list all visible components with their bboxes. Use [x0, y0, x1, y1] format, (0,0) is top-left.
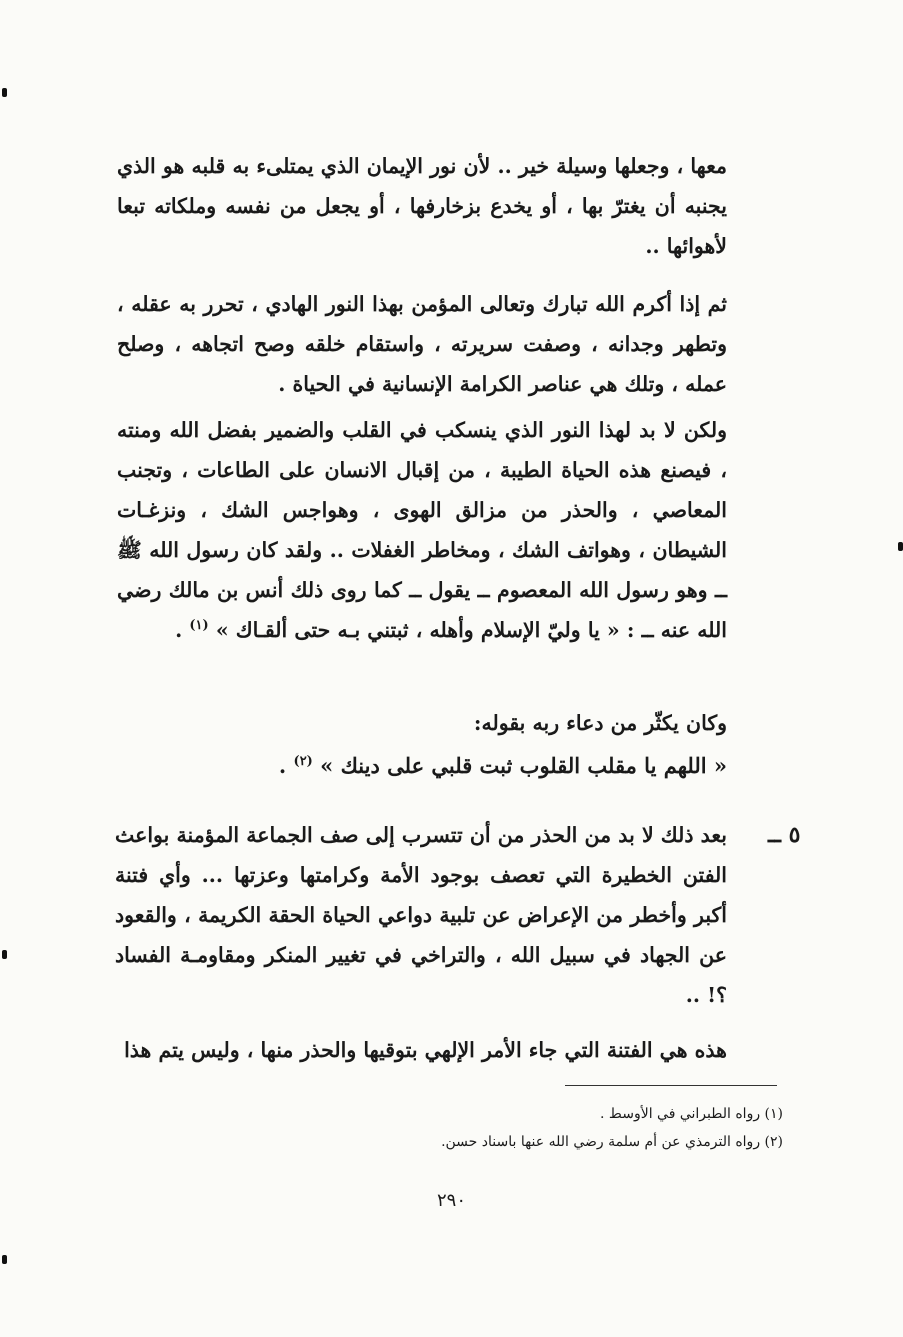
paragraph-1: [117, 146, 727, 266]
paragraph-2-text: ثم إذا أكرم الله تبارك وتعالى المؤمن بهذا النور الهادي ، تحرر به عقله ، وتطهر وجدانه ، وصفت سريرته ، واستقام خلقه وصح اتجاهه ، وصلح عمله ، وتلك هي عناصر الكرامة الإنسانية في الحياة .: [117, 292, 727, 396]
footnote-ref-1: (١): [189, 618, 209, 634]
page-number: ٢٩٠: [436, 1190, 466, 1211]
paragraph-3-body: ولكن لا بد لهذا النور الذي ينسكب في القلب والضمير بفضل الله ومنته ، فيصنع هذه الحياة الطيبة ، من إقبال الانسان على الطاعات ، وتجنب المعاصي ، والحذر من مزالق الهوى ، وهواجس الشك ، ونزغـات الشيطان ، وهواتف الشك ، ومخاطر الغفلات .. ولقد كان رسول الله ﷺ ــ وهو رسول الله المعصوم ــ يقول ــ كما روى ذلك أنس بن مالك رضي الله عنه ــ : « يا وليّ الإسلام وأهله ، ثبتني بـه حتى ألقـاك »: [117, 418, 727, 642]
scan-mark: [2, 1255, 7, 1264]
paragraph-6-text: بعد ذلك لا بد من الحذر من أن تتسرب إلى صف الجماعة المؤمنة بواعث الفتن الخطيرة التي تعصف بوجود الأمة وكرامتها وعزتها ... وأي فتنة أكبر وأخطر من الإعراض عن تلبية دواعي الحياة الحقة الكريمة ، والقعود عن الجهاد في سبيل الله ، والتراخي في تغيير المنكر ومقاومـة الفساد ؟! ..: [115, 823, 727, 1007]
paragraph-6: [115, 815, 727, 1015]
paragraph-7: [117, 1030, 727, 1070]
footnote-ref-2: (٢): [293, 754, 313, 769]
footnote-divider: [565, 1085, 777, 1086]
supplication-quote: [117, 746, 727, 786]
footnote-2: (٢) رواه الترمذي عن أم سلمة رضي الله عنها باسناد حسن.: [441, 1134, 783, 1150]
item-number: ٥ ــ: [768, 822, 801, 848]
scan-mark: [2, 950, 7, 959]
paragraph-1-text: معها ، وجعلها وسيلة خير .. لأن نور الإيمان الذي يمتلىء به قلبه هو الذي يجنبه أن يغترّ بها ، أو يخدع بزخارفها ، أو يجعل من نفسه وملكاته تبعا لأهوائها ..: [117, 154, 727, 258]
supplication-body: « اللهم يا مقلب القلوب ثبت قلبي على دينك »: [320, 753, 727, 778]
supplication-text: « اللهم يا مقلب القلوب ثبت قلبي على دينك » $^{(٢)}$ .: [278, 753, 727, 778]
scan-mark: [2, 88, 7, 97]
paragraph-3: [117, 410, 727, 650]
paragraph-7-text: هذه هي الفتنة التي جاء الأمر الإلهي بتوقيها والحذر منها ، وليس يتم هذا: [124, 1038, 727, 1062]
paragraph-3-text: ولكن لا بد لهذا النور الذي ينسكب في القلب والضمير بفضل الله ومنته ، فيصنع هذه الحياة الطيبة ، من إقبال الانسان على الطاعات ، وتجنب المعاصي ، والحذر من مزالق الهوى ، وهواجس الشك ، ونزغـات الشيطان ، وهواتف الشك ، ومخاطر الغفلات .. ولقد كان رسول الله ﷺ ــ وهو رسول الله المعصوم ــ يقول ــ كما روى ذلك أنس بن مالك رضي الله عنه ــ : « يا وليّ الإسلام وأهله ، ثبتني بـه حتى ألقـاك » $^{(١)}$ .: [117, 418, 727, 642]
footnote-1: (١) رواه الطبراني في الأوسط .: [600, 1106, 783, 1122]
paragraph-4-text: وكان يكثّر من دعاء ربه بقوله:: [473, 711, 727, 735]
footnotes: [323, 1100, 783, 1156]
scan-mark: [898, 542, 903, 551]
paragraph-4: [117, 703, 727, 743]
paragraph-2: [117, 284, 727, 404]
